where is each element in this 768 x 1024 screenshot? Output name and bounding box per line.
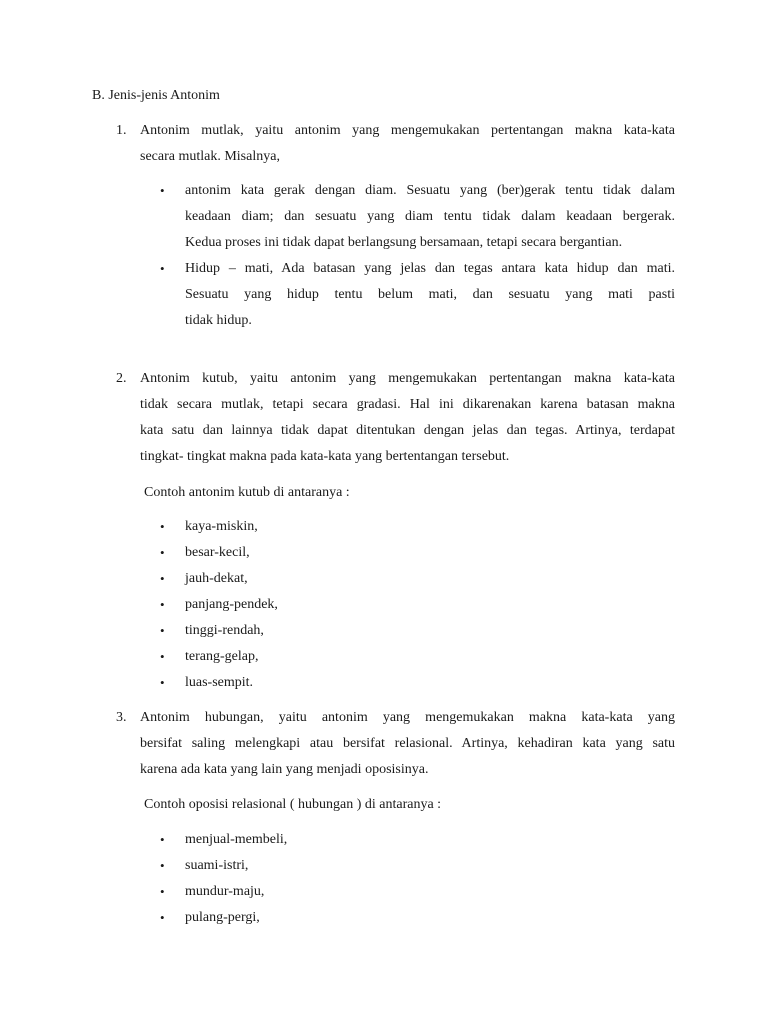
section-1-line-2: secara mutlak. Misalnya, <box>140 149 280 164</box>
section-3-line-1: Antonim hubungan, yaitu antonim yang mengemukakan makna kata-kata yang <box>140 710 675 725</box>
bullet-icon: • <box>160 858 165 873</box>
list-item: kaya-miskin, <box>185 519 258 534</box>
bullet-icon: • <box>160 261 165 276</box>
bullet-2-line-2: Sesuatu yang hidup tentu belum mati, dan sesuatu yang mati pasti <box>185 287 675 302</box>
bullet-icon: • <box>160 571 165 586</box>
example-intro-3: Contoh oposisi relasional ( hubungan ) di antaranya : <box>144 797 442 812</box>
list-item: luas-sempit. <box>185 675 254 690</box>
bullet-icon: • <box>160 519 165 534</box>
section-2-line-4: tingkat- tingkat makna pada kata-kata yang bertentangan tersebut. <box>140 449 510 464</box>
bullet-icon: • <box>160 832 165 847</box>
list-item: besar-kecil, <box>185 545 250 560</box>
list-item: suami-istri, <box>185 858 249 873</box>
list-item: terang-gelap, <box>185 649 259 664</box>
example-intro-2: Contoh antonim kutub di antaranya : <box>144 485 350 500</box>
list-item: panjang-pendek, <box>185 597 278 612</box>
bullet-icon: • <box>160 623 165 638</box>
list-item: tinggi-rendah, <box>185 623 264 638</box>
bullet-1-line-3: Kedua proses ini tidak dapat berlangsung bersamaan, tetapi secara bergantian. <box>185 235 623 250</box>
bullet-icon: • <box>160 884 165 899</box>
list-number-1: 1. <box>116 123 127 138</box>
list-number-3: 3. <box>116 710 127 725</box>
list-item: pulang-pergi, <box>185 910 260 925</box>
section-1-line-1: Antonim mutlak, yaitu antonim yang mengemukakan pertentangan makna kata-kata <box>140 123 675 138</box>
section-2-line-3: kata satu dan lainnya tidak dapat ditentukan dengan jelas dan tegas. Artinya, terdapat <box>140 423 675 438</box>
bullet-icon: • <box>160 183 165 198</box>
bullet-1-line-1: antonim kata gerak dengan diam. Sesuatu yang (ber)gerak tentu tidak dalam <box>185 183 675 198</box>
section-3-line-2: bersifat saling melengkapi atau bersifat relasional. Artinya, kehadiran kata yang satu <box>140 736 675 751</box>
list-item: jauh-dekat, <box>185 571 248 586</box>
section-3-line-3: karena ada kata yang lain yang menjadi oposisinya. <box>140 762 429 777</box>
list-item: mundur-maju, <box>185 884 265 899</box>
bullet-icon: • <box>160 597 165 612</box>
bullet-icon: • <box>160 545 165 560</box>
section-heading: B. Jenis-jenis Antonim <box>92 88 220 103</box>
bullet-icon: • <box>160 649 165 664</box>
bullet-icon: • <box>160 675 165 690</box>
section-2-line-1: Antonim kutub, yaitu antonim yang mengemukakan pertentangan makna kata-kata <box>140 371 675 386</box>
bullet-2-line-1: Hidup – mati, Ada batasan yang jelas dan tegas antara kata hidup dan mati. <box>185 261 675 276</box>
section-2-line-2: tidak secara mutlak, tetapi secara gradasi. Hal ini dikarenakan karena batasan makna <box>140 397 675 412</box>
list-item: menjual-membeli, <box>185 832 288 847</box>
list-number-2: 2. <box>116 371 127 386</box>
bullet-icon: • <box>160 910 165 925</box>
bullet-1-line-2: keadaan diam; dan sesuatu yang diam tentu tidak dalam keadaan bergerak. <box>185 209 675 224</box>
bullet-2-line-3: tidak hidup. <box>185 313 252 328</box>
